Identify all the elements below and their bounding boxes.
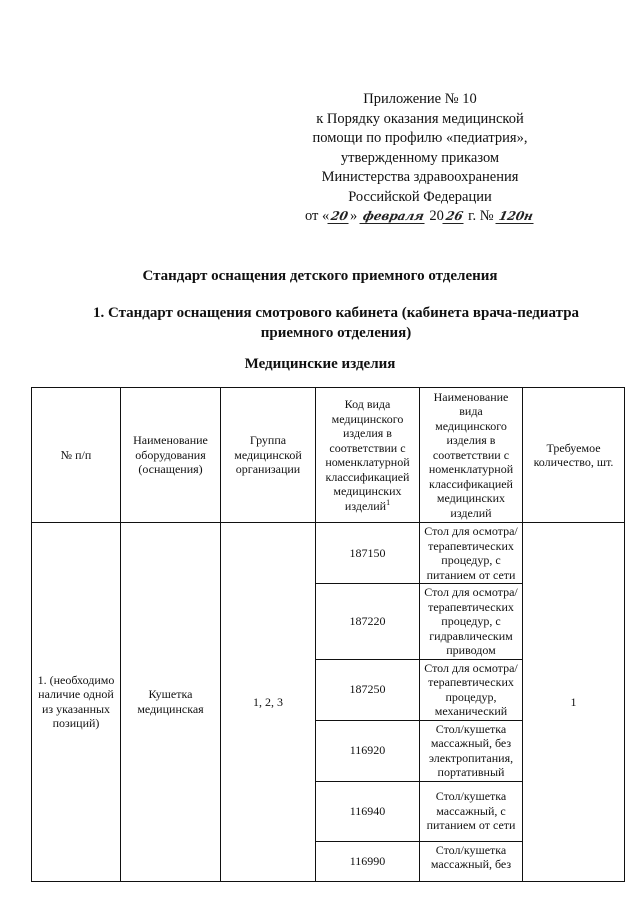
- date-prefix: от «: [305, 208, 330, 224]
- order-date-line: [300, 207, 540, 227]
- handwritten-number: 120н: [496, 209, 537, 224]
- appendix-line: Министерства здравоохранения: [321, 169, 519, 185]
- cell-kind: Стол для осмотра/ терапевтических процедур, с питанием от сети: [420, 523, 523, 584]
- header-num: № п/п: [32, 388, 121, 523]
- cell-kind: Стол для осмотра/ терапевтических процедур, механический: [420, 659, 523, 720]
- cell-code: 187150: [316, 523, 420, 584]
- header-code: [316, 388, 420, 523]
- appendix-block: [300, 90, 540, 227]
- cell-code: 116920: [316, 720, 420, 781]
- cell-code: 116940: [316, 781, 420, 841]
- cell-kind: Стол/кушетка массажный, без: [420, 841, 523, 881]
- cell-kind: Стол для осмотра/ терапевтических процедур, с гидравлическим приводом: [420, 584, 523, 660]
- appendix-line: Российской Федерации: [348, 188, 492, 205]
- section-title: 1. Стандарт оснащения смотрового кабинета (кабинета врача-педиатра приемного отделения): [92, 305, 580, 341]
- handwritten-year: 26: [442, 209, 466, 224]
- appendix-line: к Порядку оказания медицинской: [316, 110, 524, 127]
- cell-num: 1. (необходимо наличие одной из указанных позиций): [32, 523, 121, 882]
- header-qty: Требуемое количество, шт.: [523, 388, 625, 523]
- cell-qty: 1: [523, 523, 625, 882]
- table-row: [32, 523, 625, 584]
- header-group: Группа медицинской организации: [221, 388, 316, 523]
- header-equipment-name: Наименование оборудования (оснащения): [121, 388, 221, 523]
- date-sep: »: [349, 208, 361, 224]
- header-kind: Наименование вида медицинского изделия в соответствии с номенклатурной классификацией медицинских изделий: [420, 388, 523, 523]
- handwritten-month: февраля: [359, 209, 427, 224]
- table-header-row: [32, 388, 625, 523]
- year-prefix: 20: [425, 208, 444, 224]
- cell-code: 187250: [316, 659, 420, 720]
- cell-equipment-name: Кушетка медицинская: [121, 523, 221, 882]
- cell-group: 1, 2, 3: [221, 523, 316, 882]
- appendix-line: помощи по профилю «педиатрия»,: [312, 130, 528, 146]
- document-title: Стандарт оснащения детского приемного отделения: [142, 268, 498, 284]
- footnote-mark: 1: [386, 497, 391, 507]
- cell-kind: Стол/кушетка массажный, с питанием от сети: [420, 781, 523, 841]
- header-code-text: Код вида медицинского изделия в соответствии с номенклатурной классификацией медицинских изделий: [325, 397, 410, 513]
- cell-code: 187220: [316, 584, 420, 660]
- number-label: г. №: [464, 208, 498, 224]
- appendix-line: Приложение № 10: [363, 91, 477, 107]
- handwritten-day: 20: [328, 209, 352, 224]
- appendix-line: утвержденному приказом: [340, 149, 500, 166]
- equipment-table: [31, 387, 625, 882]
- cell-kind: Стол/кушетка массажный, без электропитания, портативный: [420, 720, 523, 781]
- subsection-title: Медицинские изделия: [244, 356, 396, 372]
- cell-code: 116990: [316, 841, 420, 881]
